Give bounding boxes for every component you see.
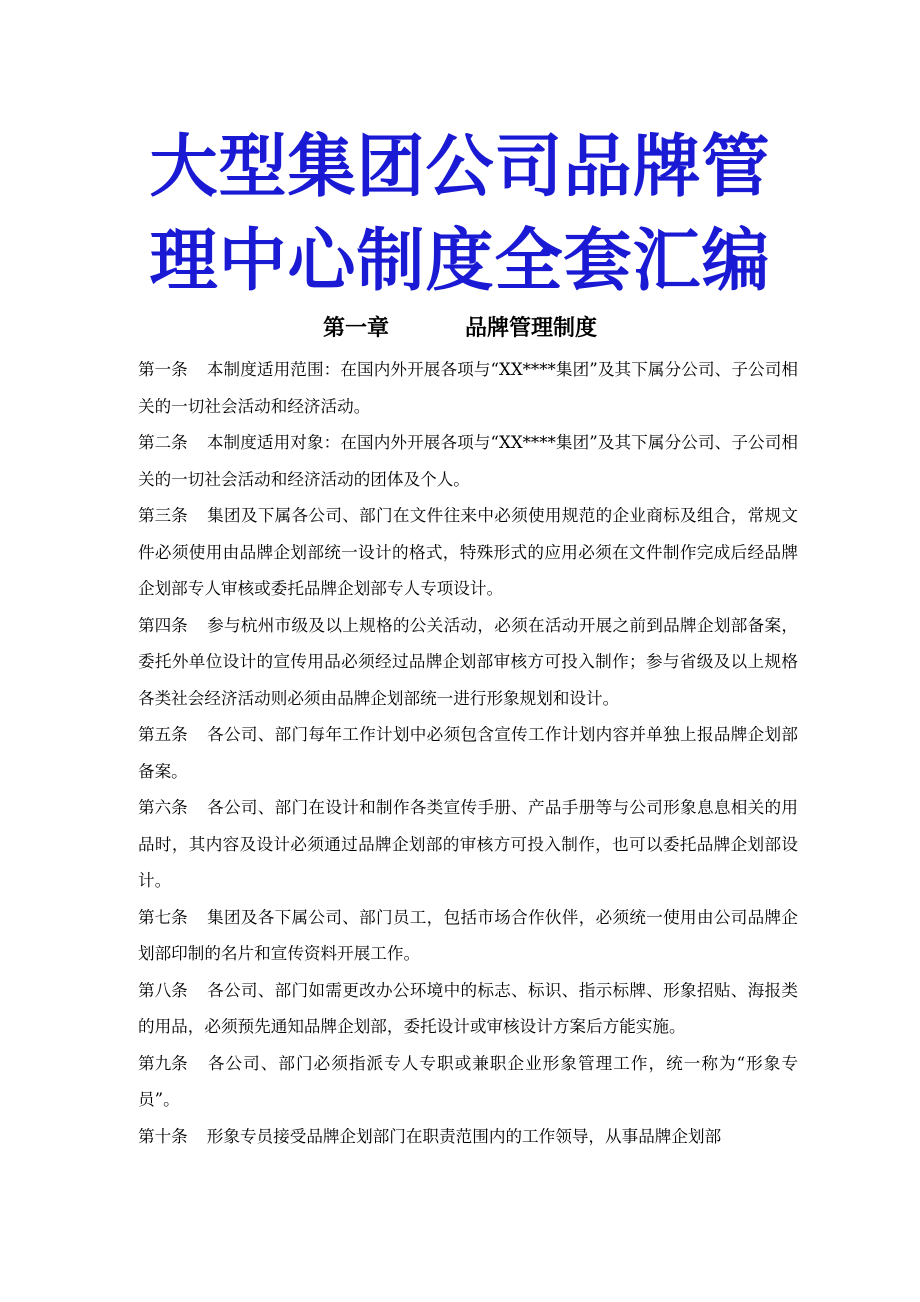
chapter-number: 第一章 xyxy=(322,316,389,341)
document-title-line-1: 大型集团公司品牌管 xyxy=(149,128,771,207)
article-text: 各公司、部门必须指派专人专职或兼职企业形象管理工作，统一称为“形象专员”。 xyxy=(138,1053,798,1109)
article-text: 本制度适用对象：在国内外开展各项与“XX****集团”及其下属分公司、子公司相关的一切社会活动和经济活动的团体及个人。 xyxy=(138,433,798,489)
article-label: 第三条 xyxy=(138,506,188,525)
document-title-line-2: 理中心制度全套汇编 xyxy=(149,222,771,301)
chapter-heading xyxy=(0,312,920,346)
article-label: 第七条 xyxy=(138,907,188,927)
article-text: 参与杭州市级及以上规格的公关活动，必须在活动开展之前到品牌企划部备案，委托外单位设计的宣传用品必须经过品牌企划部审核方可投入制作；参与省级及以上规格各类社会经济活动则必须由品牌企划部统一进行形象规划和设计。 xyxy=(138,615,798,708)
article-text: 各公司、部门在设计和制作各类宣传手册、产品手册等与公司形象息息相关的用品时，其内容及设计必须通过品牌企划部的审核方可投入制作，也可以委托品牌企划部设计。 xyxy=(138,798,798,890)
article-label: 第五条 xyxy=(138,725,188,744)
article-text: 集团及下属各公司、部门在文件往来中必须使用规范的企业商标及组合，常规文件必须使用由品牌企划部统一设计的格式，特殊形式的应用必须在文件制作完成后经品牌企划部专人审核或委托品牌企划部专人专项设计。 xyxy=(138,506,798,598)
article xyxy=(138,425,798,498)
article-label: 第八条 xyxy=(138,980,188,1000)
article xyxy=(138,790,798,900)
article xyxy=(138,717,798,790)
article xyxy=(138,973,798,1046)
article-text: 集团及各下属公司、部门员工，包括市场合作伙伴，必须统一使用由公司品牌企划部印制的名片和宣传资料开展工作。 xyxy=(138,907,798,963)
article-list xyxy=(138,352,798,1155)
article xyxy=(138,1119,798,1156)
article-label: 第一条 xyxy=(138,360,188,379)
article-label: 第四条 xyxy=(138,615,188,635)
article-label: 第十条 xyxy=(138,1126,188,1146)
article-text: 形象专员接受品牌企划部门在职责范围内的工作领导，从事品牌企划部 xyxy=(206,1126,722,1146)
chapter-title: 品牌管理制度 xyxy=(465,316,598,341)
article xyxy=(138,498,798,608)
article-label: 第二条 xyxy=(138,433,188,452)
article-text: 本制度适用范围：在国内外开展各项与“XX****集团”及其下属分公司、子公司相关的一切社会活动和经济活动。 xyxy=(138,360,798,416)
article xyxy=(138,900,798,973)
article-label: 第九条 xyxy=(138,1053,188,1073)
article xyxy=(138,1046,798,1119)
article xyxy=(138,608,798,718)
article-text: 各公司、部门每年工作计划中必须包含宣传工作计划内容并单独上报品牌企划部备案。 xyxy=(138,725,798,781)
article-text: 各公司、部门如需更改办公环境中的标志、标识、指示标牌、形象招贴、海报类的用品，必须预先通知品牌企划部，委托设计或审核设计方案后方能实施。 xyxy=(138,980,798,1036)
article-label: 第六条 xyxy=(138,798,188,817)
article xyxy=(138,352,798,425)
